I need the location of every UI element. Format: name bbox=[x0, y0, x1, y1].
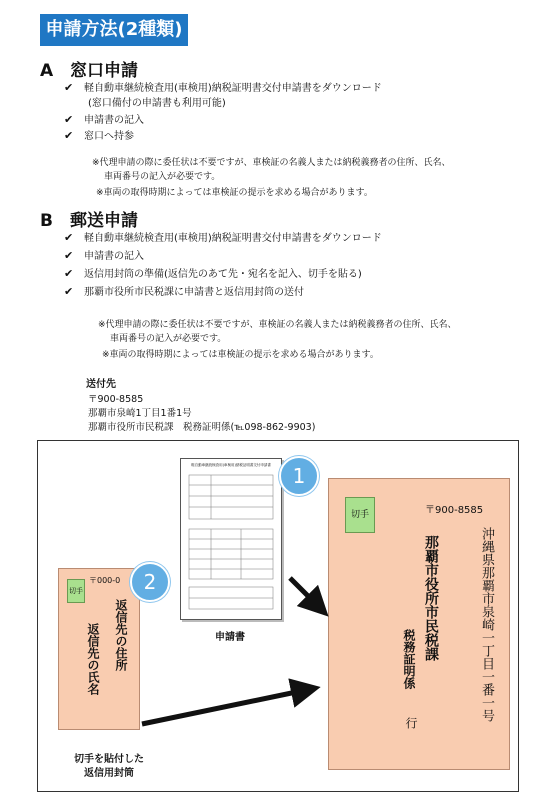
step-1-badge: 1 bbox=[279, 456, 319, 496]
section-a-item-2: ✔ 申請書の記入 bbox=[64, 113, 144, 126]
arrow-return-to-envelope bbox=[142, 690, 306, 724]
stamp-icon: 切手 bbox=[345, 497, 375, 533]
arrow-form-to-envelope bbox=[290, 578, 318, 606]
section-b-note-3: ※車両の取得時期によっては車検証の提示を求める場合があります。 bbox=[102, 350, 379, 360]
section-b-item-1: ✔ 軽自動車継続検査用(車検用)納税証明書交付申請書をダウンロード bbox=[64, 231, 382, 244]
address-label: 送付先 bbox=[86, 379, 116, 390]
section-b-note-2: 車両番号の記入が必要です。 bbox=[110, 334, 227, 344]
return-envelope-caption-2: 返信用封筒 bbox=[84, 768, 134, 779]
envelope-recipient: 那覇市役所市民税課 bbox=[423, 535, 439, 661]
check-icon: ✔ bbox=[64, 81, 74, 94]
section-b-label: 郵送申請 bbox=[70, 211, 138, 231]
check-icon: ✔ bbox=[64, 113, 74, 126]
section-b-item-4: ✔ 那覇市役所市民税課に申請書と返信用封筒の送付 bbox=[64, 285, 304, 298]
section-b-letter: B bbox=[40, 211, 53, 231]
address-street: 那覇市泉崎1丁目1番1号 bbox=[88, 408, 192, 419]
form-title: 軽自動車継続検査用(車検用)納税証明書交付申請書 bbox=[191, 463, 271, 467]
return-envelope-postal: 〒000-0 bbox=[89, 576, 121, 585]
return-envelope-caption-1: 切手を貼付した bbox=[74, 754, 144, 765]
envelope-postal: 〒900-8585 bbox=[425, 505, 484, 516]
section-b-note-1: ※代理申請の際に委任状は不要ですが、車検証の名義人または納税義務者の住所、氏名、 bbox=[98, 320, 457, 330]
section-a-item-1: ✔ 軽自動車継続検査用(車検用)納税証明書交付申請書をダウンロード bbox=[64, 81, 382, 94]
section-a-item-1-sub: (窓口備付の申請書も利用可能) bbox=[88, 98, 226, 109]
envelope-suffix: 行 bbox=[404, 717, 418, 729]
envelope-address: 沖縄県那覇市泉崎一丁目一番一号 bbox=[479, 527, 494, 722]
section-a-note-3: ※車両の取得時期によっては車検証の提示を求める場合があります。 bbox=[96, 188, 373, 198]
address-postal: 〒900-8585 bbox=[88, 394, 144, 405]
section-a-note-2: 車両番号の記入が必要です。 bbox=[104, 172, 221, 182]
return-envelope-name: 返信先の氏名 bbox=[86, 623, 100, 695]
section-a-letter: A bbox=[40, 61, 54, 81]
form-caption: 申請書 bbox=[215, 632, 245, 643]
section-b-item-3: ✔ 返信用封筒の準備(返信先のあて先・宛名を記入、切手を貼る) bbox=[64, 267, 362, 280]
section-a-item-3: ✔ 窓口へ持参 bbox=[64, 129, 134, 142]
stamp-icon: 切手 bbox=[67, 579, 85, 603]
check-icon: ✔ bbox=[64, 249, 74, 262]
address-office: 那覇市役所市民税課 税務証明係(℡098-862-9903) bbox=[88, 422, 316, 433]
return-envelope-address: 返信先の住所 bbox=[114, 599, 128, 671]
step-2-badge: 2 bbox=[130, 562, 170, 602]
section-b-item-2: ✔ 申請書の記入 bbox=[64, 249, 144, 262]
envelope-dept: 税務証明係 bbox=[402, 629, 416, 689]
check-icon: ✔ bbox=[64, 285, 74, 298]
section-a-note-1: ※代理申請の際に委任状は不要ですが、車検証の名義人または納税義務者の住所、氏名、 bbox=[92, 158, 451, 168]
check-icon: ✔ bbox=[64, 267, 74, 280]
check-icon: ✔ bbox=[64, 129, 74, 142]
section-a-label: 窓口申請 bbox=[70, 61, 138, 81]
page-header: 申請方法(2種類) bbox=[40, 14, 188, 46]
check-icon: ✔ bbox=[64, 231, 74, 244]
